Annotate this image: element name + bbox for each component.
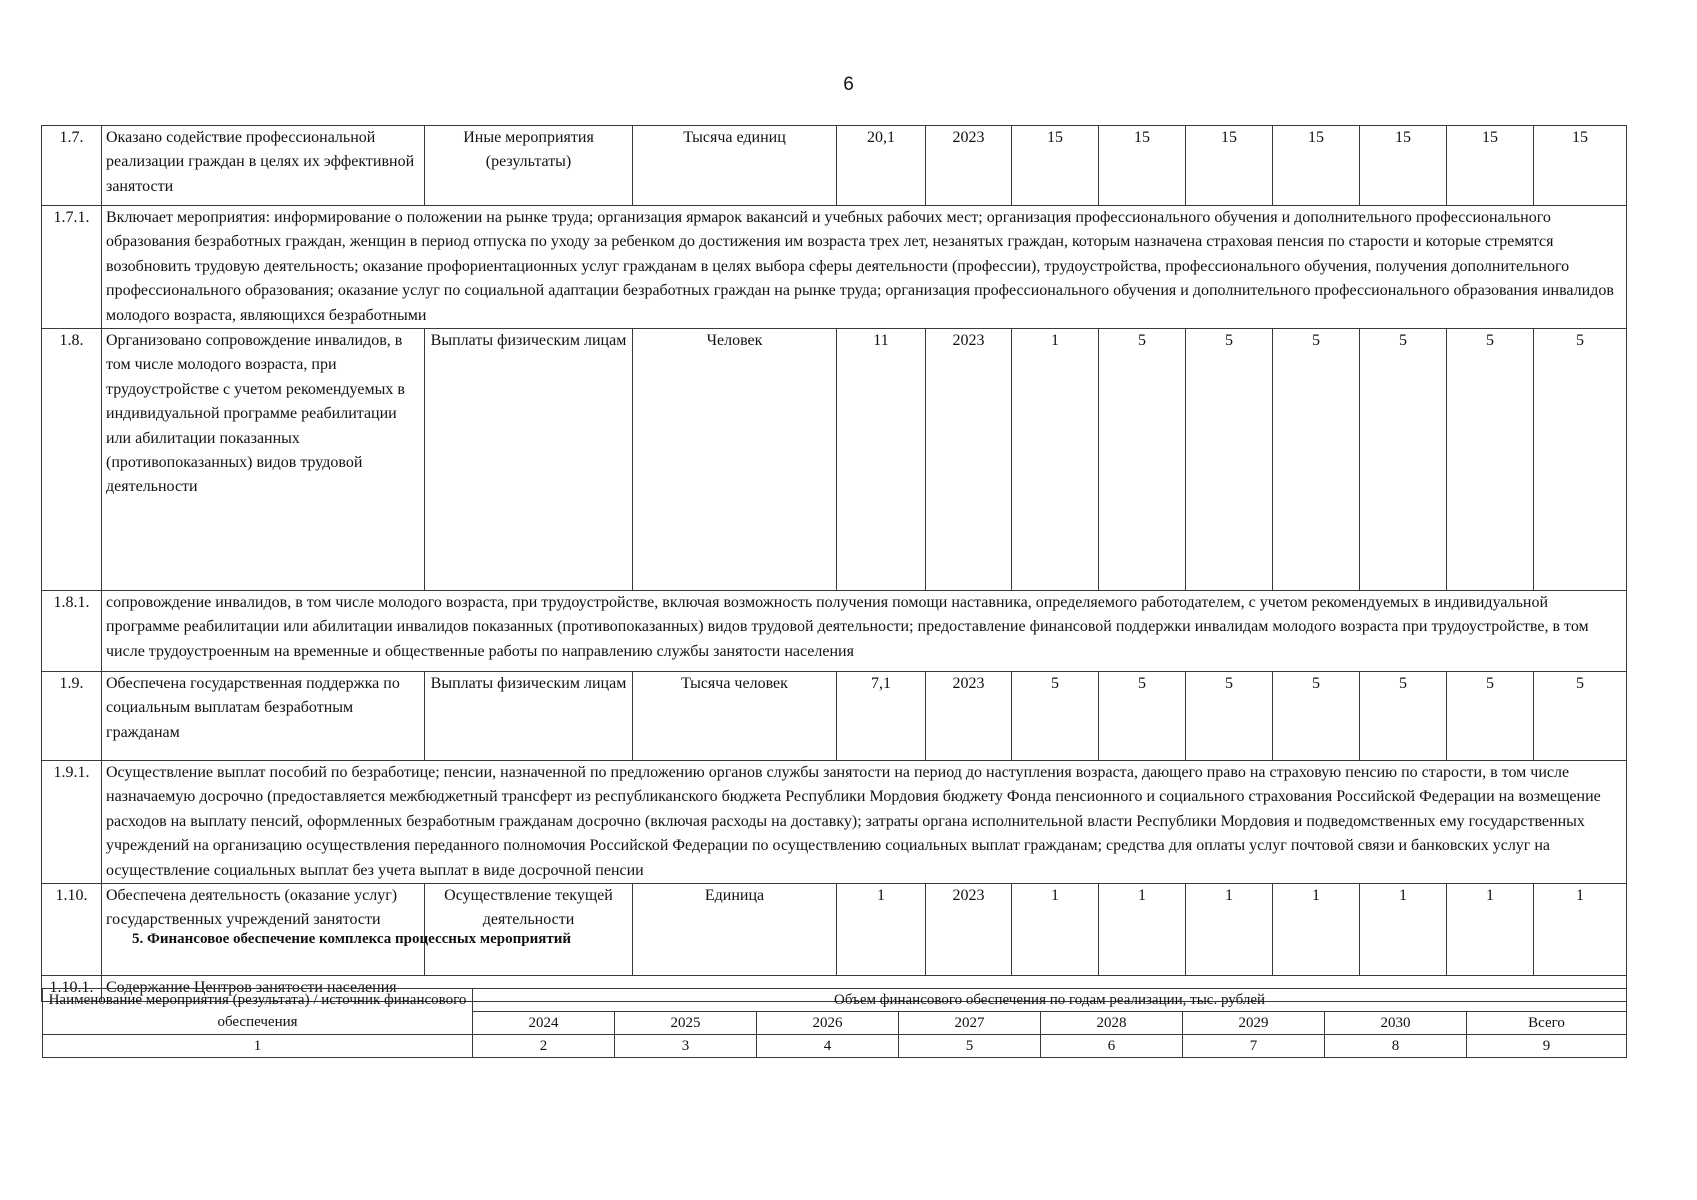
unit-of-measure: Тысяча единиц — [633, 126, 837, 206]
finance-group-header: Объем финансового обеспечения по годам реализации, тыс. рублей — [473, 989, 1627, 1012]
row-number: 1.7. — [42, 126, 102, 206]
finance-year-header: 2028 — [1041, 1012, 1183, 1035]
year-value: 5 — [1099, 672, 1186, 761]
year-value: 5 — [1186, 329, 1273, 591]
finance-year-header: Всего — [1467, 1012, 1627, 1035]
description-text: Осуществление выплат пособий по безработице; пенсии, назначенной по предложению органов службы занятости на период до наступления возраста, дающего право на страховую пенсию по старости, в том числе назначаемую досрочно (предоставляется межбюджетный трансферт из республиканского бюджета Республики Мордовия бюджету Фонда пенсионного и социального страхования Российской Федерации на возмещение расходов на выплату пенсий, оформленных безработным гражданам досрочно (включая расходы на доставку); затраты органа исполнительной власти Республики Мордовия и подведомственных ему государственных учреждений на организацию осуществления переданного полномочия Российской Федерации по осуществлению социальных выплат гражданам; средства для оплаты услуг почтовой связи и банковских услуг на осуществление социальных выплат без учета выплат в виде досрочной пенсии — [102, 761, 1627, 884]
row-number: 1.8.1. — [42, 591, 102, 672]
unit-of-measure: Единица — [633, 884, 837, 976]
year-value: 5 — [1360, 672, 1447, 761]
year-value: 5 — [1012, 672, 1099, 761]
finance-year-header: 2030 — [1325, 1012, 1467, 1035]
finance-column-number: 5 — [899, 1035, 1041, 1058]
year-value: 15 — [1186, 126, 1273, 206]
section-title: 5. Финансовое обеспечение комплекса процессных мероприятий — [132, 931, 571, 947]
base-value: 11 — [837, 329, 926, 591]
year-value: 5 — [1186, 672, 1273, 761]
base-year: 2023 — [926, 126, 1012, 206]
result-kind: Выплаты физическим лицам — [425, 672, 633, 761]
result-row — [42, 672, 1627, 761]
base-value: 7,1 — [837, 672, 926, 761]
year-value: 1 — [1273, 884, 1360, 976]
base-value: 20,1 — [837, 126, 926, 206]
description-row — [42, 591, 1627, 672]
finance-column-number: 7 — [1183, 1035, 1325, 1058]
year-value: 15 — [1447, 126, 1534, 206]
result-row — [42, 329, 1627, 591]
year-value: 5 — [1447, 329, 1534, 591]
finance-column-number: 3 — [615, 1035, 757, 1058]
finance-column-number: 4 — [757, 1035, 899, 1058]
base-year: 2023 — [926, 329, 1012, 591]
year-value: 1 — [1360, 884, 1447, 976]
row-number: 1.10.1. — [42, 976, 102, 1002]
description-text: Содержание Центров занятости населения — [102, 976, 1627, 1002]
finance-column-number: 8 — [1325, 1035, 1467, 1058]
row-number: 1.10. — [42, 884, 102, 976]
finance-col1-header: Наименование мероприятия (результата) / источник финансового обеспечения — [43, 989, 473, 1035]
result-row — [42, 884, 1627, 976]
year-value: 5 — [1099, 329, 1186, 591]
row-number: 1.8. — [42, 329, 102, 591]
year-value: 5 — [1360, 329, 1447, 591]
finance-year-header: 2024 — [473, 1012, 615, 1035]
row-number: 1.9.1. — [42, 761, 102, 884]
finance-column-number: 2 — [473, 1035, 615, 1058]
year-value: 5 — [1534, 672, 1627, 761]
finance-year-header: 2026 — [757, 1012, 899, 1035]
year-value: 1 — [1186, 884, 1273, 976]
year-value: 15 — [1360, 126, 1447, 206]
finance-year-header: 2029 — [1183, 1012, 1325, 1035]
year-value: 1 — [1099, 884, 1186, 976]
result-name: Оказано содействие профессиональной реализации граждан в целях их эффективной занятости — [102, 126, 425, 206]
result-kind: Осуществление текущей деятельности — [425, 884, 633, 976]
year-value: 1 — [1447, 884, 1534, 976]
year-value: 1 — [1012, 329, 1099, 591]
base-year: 2023 — [926, 672, 1012, 761]
year-value: 15 — [1273, 126, 1360, 206]
year-value: 15 — [1099, 126, 1186, 206]
year-value: 1 — [1012, 884, 1099, 976]
result-name: Организовано сопровождение инвалидов, в том числе молодого возраста, при трудоустройстве с учетом рекомендуемых в индивидуальной программе реабилитации или абилитации показанных (противопоказанных) видов трудовой деятельности — [102, 329, 425, 591]
description-row — [42, 761, 1627, 884]
finance-column-number: 6 — [1041, 1035, 1183, 1058]
result-kind: Иные мероприятия (результаты) — [425, 126, 633, 206]
year-value: 5 — [1447, 672, 1534, 761]
result-kind: Выплаты физическим лицам — [425, 329, 633, 591]
finance-year-header: 2027 — [899, 1012, 1041, 1035]
base-year: 2023 — [926, 884, 1012, 976]
page-number: 6 — [843, 74, 854, 95]
description-text: сопровождение инвалидов, в том числе молодого возраста, при трудоустройстве, включая возможность получения помощи наставника, определяемого работодателем, с учетом рекомендуемых в индивидуальной программе реабилитации или абилитации инвалидов показанных (противопоказанных) видов трудовой деятельности; предоставление финансовой поддержки инвалидам молодого возраста при трудоустройстве, в том числе трудоустроенным на временные и общественные работы по направлению службы занятости населения — [102, 591, 1627, 672]
result-name: Обеспечена государственная поддержка по социальным выплатам безработным гражданам — [102, 672, 425, 761]
finance-year-header: 2025 — [615, 1012, 757, 1035]
finance-column-number: 1 — [43, 1035, 473, 1058]
description-row — [42, 206, 1627, 329]
row-number: 1.7.1. — [42, 206, 102, 329]
results-table — [41, 125, 1627, 1002]
year-value: 1 — [1534, 884, 1627, 976]
year-value: 5 — [1273, 329, 1360, 591]
base-value: 1 — [837, 884, 926, 976]
finance-table — [42, 988, 1627, 1058]
row-number: 1.9. — [42, 672, 102, 761]
finance-column-number: 9 — [1467, 1035, 1627, 1058]
result-name: Обеспечена деятельность (оказание услуг) государственных учреждений занятости — [102, 884, 425, 976]
description-text: Включает мероприятия: информирование о положении на рынке труда; организация ярмарок вакансий и учебных рабочих мест; организация профессионального обучения и дополнительного профессионального образования безработных граждан, женщин в период отпуска по уходу за ребенком до достижения им возраста трех лет, незанятых граждан, которым назначена страховая пенсия по старости и которые стремятся возобновить трудовую деятельность; оказание профориентационных услуг гражданам в целях выбора сферы деятельности (профессии), трудоустройства, профессионального обучения, получения дополнительного профессионального образования; оказание услуг по социальной адаптации безработных граждан на рынке труда; организация профессионального обучения и дополнительного профессионального образования инвалидов молодого возраста, являющихся безработными — [102, 206, 1627, 329]
year-value: 5 — [1534, 329, 1627, 591]
year-value: 15 — [1012, 126, 1099, 206]
result-row — [42, 126, 1627, 206]
unit-of-measure: Тысяча человек — [633, 672, 837, 761]
year-value: 15 — [1534, 126, 1627, 206]
unit-of-measure: Человек — [633, 329, 837, 591]
year-value: 5 — [1273, 672, 1360, 761]
